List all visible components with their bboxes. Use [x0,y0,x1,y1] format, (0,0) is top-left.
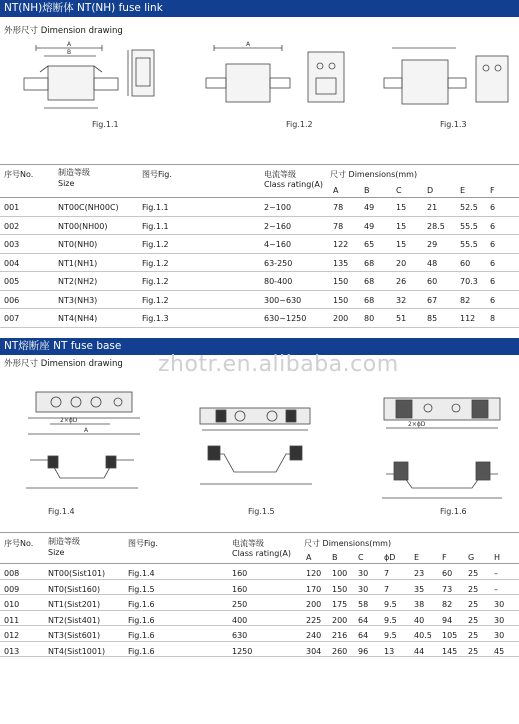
table1-row-cell: 26 [396,277,407,286]
table1-row-cell: 6 [490,240,496,249]
table1-header-dim-a: A [333,186,339,195]
table2-row-cell: 64 [358,615,369,625]
table1-row-cell: 300~630 [264,295,302,305]
table1-row-cell: 68 [364,295,375,305]
table1-row-cell: 67 [427,295,438,305]
table2-row-cell: 13 [384,646,395,656]
table2-row-cell: 23 [414,569,425,578]
table1-row-cell: 2~100 [264,203,292,212]
table2-row-cell: 011 [4,615,20,625]
table2-row-cell: 100 [332,569,348,578]
table1-header-rating-cn: 电流等级 [264,170,296,179]
table2-row-cell: 25 [468,569,479,578]
table1-row-cell: 55.5 [460,221,478,231]
fig-1-2-drawing [196,38,356,116]
table2-row-cell: 25 [468,615,479,625]
table2-row-cell: 40.5 [414,631,432,640]
table1-row-cell: 15 [396,221,407,231]
fig-1-3-label: Fig.1.3 [440,120,467,129]
table1-row-cell: 005 [4,277,20,286]
table2-row-cell: 7 [384,584,390,594]
table1-header-dim-c: C [396,186,402,195]
table2-row-cell: 9.5 [384,631,397,640]
table1-row-cell: 52.5 [460,203,478,212]
table1-row-cell: 150 [333,295,349,305]
table1-row-cell: 2~160 [264,221,292,231]
fig-1-5-label: Fig.1.5 [248,507,275,516]
table2-header-rating-cn: 电流等级 [232,539,264,548]
table1-row-cell: NT1(NH1) [58,258,98,268]
table2-row-cell: 58 [358,600,369,609]
table2-row-cell: 240 [306,631,322,640]
table1-row-row-rule [0,290,519,291]
table1-row-cell: 4~160 [264,240,292,249]
table2-row-cell: 304 [306,646,322,656]
table2-header-dim-a: A [306,553,312,562]
table1-row-cell: 007 [4,314,20,323]
table2-row-cell: 175 [332,600,348,609]
table2-row-cell: 30 [494,615,505,625]
table2-row-cell: NT0(Sist160) [48,584,101,594]
table1-header-rating-en: Class rating(A) [264,180,324,189]
table1-row-cell: 003 [4,240,20,249]
table2-row-cell: 105 [442,631,458,640]
table1-row-cell: 68 [364,258,375,268]
table2-row-cell: 225 [306,615,322,625]
table1-row-cell: 122 [333,240,349,249]
fig-1-4-label: Fig.1.4 [48,507,75,516]
fig-1-2-label: Fig.1.2 [286,120,313,129]
table1-row-cell: 6 [490,221,496,231]
table1-row-cell: NT0(NH0) [58,240,98,249]
table1-row-cell: 48 [427,258,438,268]
table2-header-dim-d: ϕD [384,553,396,562]
table1-row-cell: 80-400 [264,277,293,286]
table1-row-cell: Fig.1.3 [142,314,169,323]
table2-header-dim-g: G [468,553,475,562]
table2-row-cell: 150 [332,584,348,594]
table2-row-row-rule [0,610,519,611]
svg-text:B: B [67,49,72,56]
table1-row-cell: 80 [364,314,375,323]
table2-row-cell: 400 [232,615,248,625]
table1-header-dim-e: E [460,186,466,195]
table2-row-cell: 630 [232,631,248,640]
table2-header-rule [0,563,519,564]
table2-row-cell: 013 [4,646,20,656]
svg-text:2×ϕD: 2×ϕD [408,421,426,428]
table1-row-cell: 29 [427,240,438,249]
table1-row-row-rule [0,271,519,272]
table2-header-rating-en: Class rating(A) [232,549,292,558]
table1-row-cell: 49 [364,203,375,212]
fuse-base-subheading: 外形尺寸 Dimension drawing [4,359,123,369]
table2-row-cell: 25 [468,646,479,656]
table2-header-dim-e: E [414,553,420,562]
table1-row-cell: NT2(NH2) [58,277,98,286]
table2-row-cell: Fig.1.6 [128,646,155,656]
svg-text:A: A [84,427,89,434]
table1-row-cell: 004 [4,258,20,268]
table2-row-cell: 30 [494,631,505,640]
table1-row-cell: Fig.1.2 [142,240,169,249]
table2-row-cell: 60 [442,569,453,578]
table2-row-cell: – [494,584,498,594]
table2-row-cell: – [494,569,498,578]
table1-row-cell: 135 [333,258,349,268]
svg-text:A: A [246,41,251,48]
fuse-link-subheading: 外形尺寸 Dimension drawing [4,26,123,36]
table1-row-cell: NT4(NH4) [58,314,98,323]
table2-row-cell: 009 [4,584,20,594]
table1-header-dim-d: D [427,186,434,195]
table2-row-cell: 160 [232,569,248,578]
table1-row-row-rule [0,216,519,217]
table2-row-cell: 44 [414,646,425,656]
table1-row-cell: 001 [4,203,20,212]
table1-row-cell: Fig.1.1 [142,221,169,231]
table2-row-cell: 30 [358,584,369,594]
table2-row-row-rule [0,579,519,580]
table2-row-cell: NT2(Sist401) [48,615,101,625]
table2-row-cell: 30 [494,600,505,609]
table2-header-dims: 尺寸 Dimensions(mm) [304,539,392,548]
table1-row-cell: 32 [396,295,407,305]
table2-row-cell: NT1(Sist201) [48,600,101,609]
table2-row-row-rule [0,641,519,642]
table1-row-cell: NT3(NH3) [58,295,98,305]
fig-1-1-drawing [8,38,128,118]
table2-row-cell: 120 [306,569,322,578]
table1-row-cell: 70.3 [460,277,478,286]
table2-header-dim-b: B [332,553,338,562]
table1-row-cell: Fig.1.1 [142,203,169,212]
table1-header-fig: 图号Fig. [142,170,172,179]
table1-row-cell: NT00(NH00) [58,221,108,231]
table1-row-row-rule [0,327,519,328]
table1-header-grade-en: Size [58,179,75,188]
fig-1-3-drawing [376,38,514,116]
table2-row-cell: 35 [414,584,425,594]
table1-row-cell: NT00C(NH00C) [58,203,119,212]
table1-top-rule [0,164,519,165]
table2-header-dim-c: C [358,553,364,562]
table1-row-cell: Fig.1.2 [142,277,169,286]
table1-row-row-rule [0,308,519,309]
table1-row-cell: 60 [427,277,438,286]
table1-row-cell: 63-250 [264,258,293,268]
table1-row-cell: 49 [364,221,375,231]
table2-row-cell: 216 [332,631,348,640]
table1-row-cell: 51 [396,314,407,323]
fuse-base-banner: NT熔断座 NT fuse base [0,338,519,355]
table2-row-cell: Fig.1.6 [128,631,155,640]
table2-row-cell: 010 [4,600,20,609]
table1-header-dims: 尺寸 Dimensions(mm) [330,170,418,179]
table1-row-cell: Fig.1.2 [142,295,169,305]
table2-row-cell: 145 [442,646,458,656]
table1-row-cell: 6 [490,277,496,286]
table1-row-cell: 630~1250 [264,314,307,323]
table2-row-cell: Fig.1.5 [128,584,155,594]
fig-1-6-drawing [372,388,512,508]
table1-header-dim-f: F [490,186,495,195]
table2-row-cell: 9.5 [384,615,397,625]
table1-row-cell: 112 [460,314,476,323]
table2-row-cell: NT3(Sist601) [48,631,101,640]
fuse-link-banner: NT(NH)熔断体 NT(NH) fuse link [0,0,519,17]
fig-1-1-side-drawing [120,40,170,110]
table1-row-cell: 6 [490,295,496,305]
table2-row-cell: 9.5 [384,600,397,609]
table2-row-cell: Fig.1.6 [128,615,155,625]
watermark: zhotr.en.alibaba.com [158,352,399,377]
table2-row-cell: 94 [442,615,453,625]
table2-row-cell: Fig.1.6 [128,600,155,609]
table1-row-cell: 150 [333,277,349,286]
table1-row-cell: 8 [490,314,496,323]
table1-row-cell: 65 [364,240,375,249]
table2-row-cell: Fig.1.4 [128,569,155,578]
table2-row-cell: 45 [494,646,505,656]
table2-row-cell: 160 [232,584,248,594]
svg-text:2×ϕD: 2×ϕD [60,417,78,424]
table1-header-rule [0,197,519,198]
table2-row-cell: NT4(Sist1001) [48,646,106,656]
fig-1-5-drawing [180,398,320,508]
table1-row-cell: 28.5 [427,221,445,231]
table2-row-cell: 200 [332,615,348,625]
table2-header-grade-cn: 制造等级 [48,537,80,546]
table2-row-cell: 82 [442,600,453,609]
table1-header-grade-cn: 制造等级 [58,168,90,177]
table2-row-cell: 008 [4,569,20,578]
table1-row-cell: 68 [364,277,375,286]
table1-row-cell: 15 [396,240,407,249]
table1-header-dim-b: B [364,186,370,195]
table2-header-dim-h: H [494,553,501,562]
table2-header-grade-en: Size [48,548,65,557]
table2-row-cell: 64 [358,631,369,640]
table1-row-cell: 78 [333,221,344,231]
table1-row-cell: 20 [396,258,407,268]
table2-row-row-rule [0,625,519,626]
table2-row-cell: 38 [414,600,425,609]
table1-row-row-rule [0,253,519,254]
table2-row-cell: 7 [384,569,390,578]
table1-row-cell: 15 [396,203,407,212]
table1-row-row-rule [0,234,519,235]
table1-row-cell: 21 [427,203,438,212]
table2-row-cell: 73 [442,584,453,594]
table1-row-cell: 85 [427,314,438,323]
table2-row-cell: 25 [468,631,479,640]
table2-row-cell: 260 [332,646,348,656]
table2-top-rule [0,532,519,533]
table2-header-no: 序号No. [4,539,34,548]
table2-row-cell: 200 [306,600,322,609]
table2-row-cell: 25 [468,600,479,609]
table2-row-cell: 30 [358,569,369,578]
table2-row-cell: 1250 [232,646,253,656]
fig-1-1-label: Fig.1.1 [92,120,119,129]
table1-row-cell: 60 [460,258,471,268]
table2-row-cell: 250 [232,600,248,609]
table1-row-cell: 78 [333,203,344,212]
table1-row-cell: Fig.1.2 [142,258,169,268]
table1-row-cell: 006 [4,295,20,305]
table1-row-cell: 82 [460,295,471,305]
table1-row-cell: 6 [490,203,496,212]
table2-header-fig: 图号Fig. [128,539,158,548]
table2-header-dim-f: F [442,553,447,562]
table2-row-cell: NT00(Sist101) [48,569,106,578]
fig-1-4-drawing [20,388,140,508]
table1-row-cell: 002 [4,221,20,231]
table2-row-cell: 170 [306,584,322,594]
table1-row-cell: 6 [490,258,496,268]
table2-row-row-rule [0,656,519,657]
svg-text:A: A [67,41,72,48]
table2-row-cell: 40 [414,615,425,625]
table2-row-cell: 012 [4,631,20,640]
table2-row-row-rule [0,594,519,595]
fig-1-6-label: Fig.1.6 [440,507,467,516]
table1-header-no: 序号No. [4,170,34,179]
table2-row-cell: 96 [358,646,369,656]
table1-row-cell: 200 [333,314,349,323]
table1-row-cell: 55.5 [460,240,478,249]
table2-row-cell: 25 [468,584,479,594]
